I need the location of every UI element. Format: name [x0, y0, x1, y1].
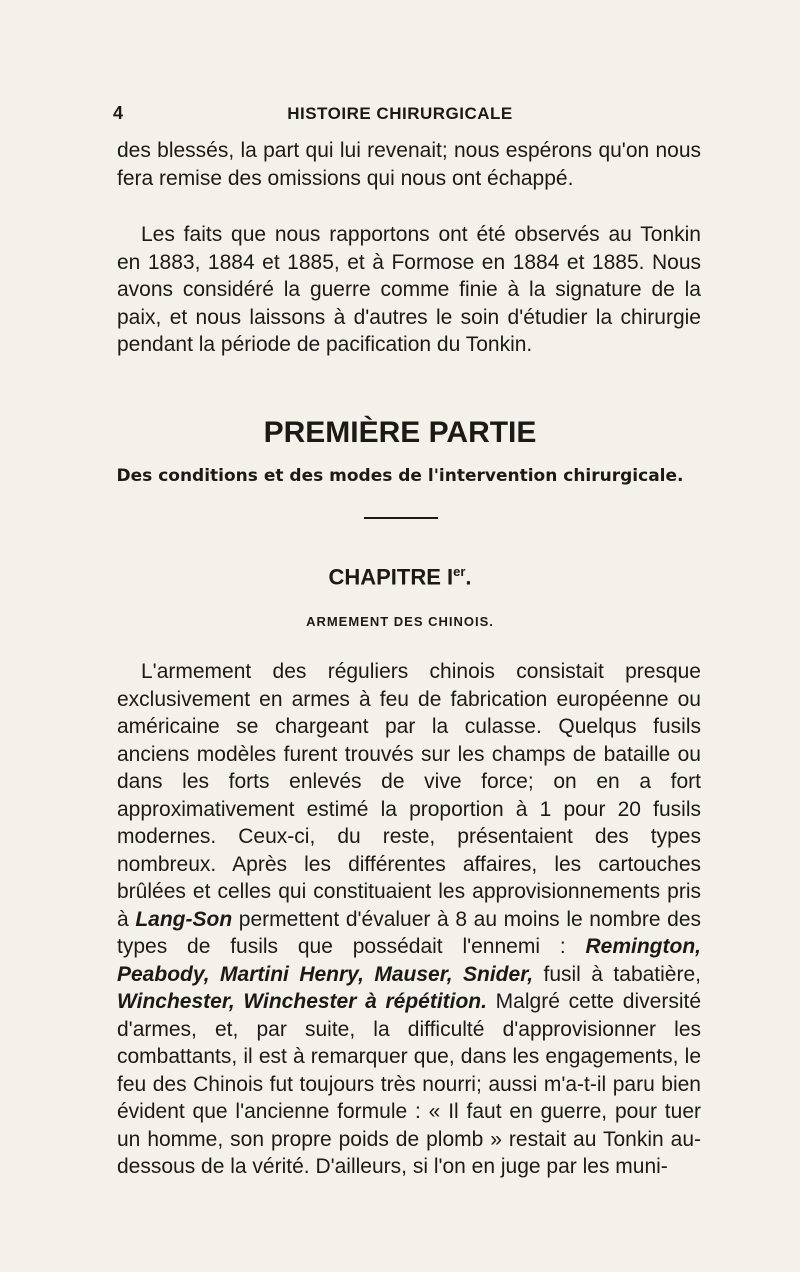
paragraph-3-text [117, 658, 701, 1181]
paragraph-3-part-1: L'armement des réguliers chinois consistait presque exclusivement en armes à feu de fabrication européenne ou américaine se chargeant par la culasse. Quelqus fusils anciens modèles furent trouvés sur les champs de bataille ou dans les forts enlevés de vive force; on en a fort approximativement estimé la proportion à 1 pour 20 fusils modernes. Ceux-ci, du reste, présentaient des types nombreux. Après les différentes affaires, les cartouches brûlées et celles qui constituaient les approvisionnements pris à [117, 660, 701, 931]
part-subtitle: Des conditions et des modes de l'intervention chirurgicale. [116, 466, 684, 486]
paragraph-3 [117, 658, 701, 1181]
chapter-title-text: CHAPITRE I [328, 564, 454, 590]
part-title: PREMIÈRE PARTIE [263, 416, 537, 449]
chapter-title [0, 564, 800, 590]
paragraph-2 [117, 221, 701, 359]
chapter-title-period: . [465, 564, 472, 590]
paragraph-1-text: des blessés, la part qui lui revenait; nous espérons qu'on nous fera remise des omissions qui nous ont échappé. [117, 139, 701, 190]
paragraph-3-part-2: permettent d'évaluer à 8 au moins le nombre des types de fusils que possédait l'ennemi : [117, 907, 701, 958]
running-head [0, 103, 800, 127]
paragraph-2-text: Les faits que nous rapportons ont été observés au Tonkin en 1883, 1884 et 1885, et à Formose en 1884 et 1885. Nous avons considéré la guerre comme finie à la signature de la paix, et nous laissons à d'autres le soin d'étudier la chirurgie pendant la période de pacification du Tonkin. [117, 223, 701, 356]
running-title: HISTOIRE CHIRURGICALE [287, 104, 513, 123]
winchester-list: Winchester, Winchester à répétition. [117, 990, 487, 1013]
paragraph-1 [117, 137, 701, 192]
page-number: 4 [113, 103, 124, 123]
section-divider [364, 517, 438, 519]
chapter-subtitle: ARMEMENT DES CHINOIS. [306, 614, 494, 629]
rifle-list: Remington, Peabody, Martini Henry, Mauser, Snider, [117, 935, 701, 986]
chapter-title-ordinal: er [453, 564, 466, 579]
paragraph-3-part-3: fusil à tabatière, [533, 962, 701, 986]
place-name-lang-son: Lang-Son [135, 907, 233, 931]
paragraph-3-part-4: Malgré cette diversité d'armes, et, par suite, la difficulté d'approvisionner les combattants, il est à remarquer que, dans les engagements, le feu des Chinois fut toujours très nourri; aussi m'a-t-il paru bien évident que l'ancienne formule : « Il faut en guerre, pour tuer un homme, son propre poids de plomb » restait au Tonkin au-dessous de la vérité. D'ailleurs, si l'on en juge par les muni- [117, 990, 701, 1178]
